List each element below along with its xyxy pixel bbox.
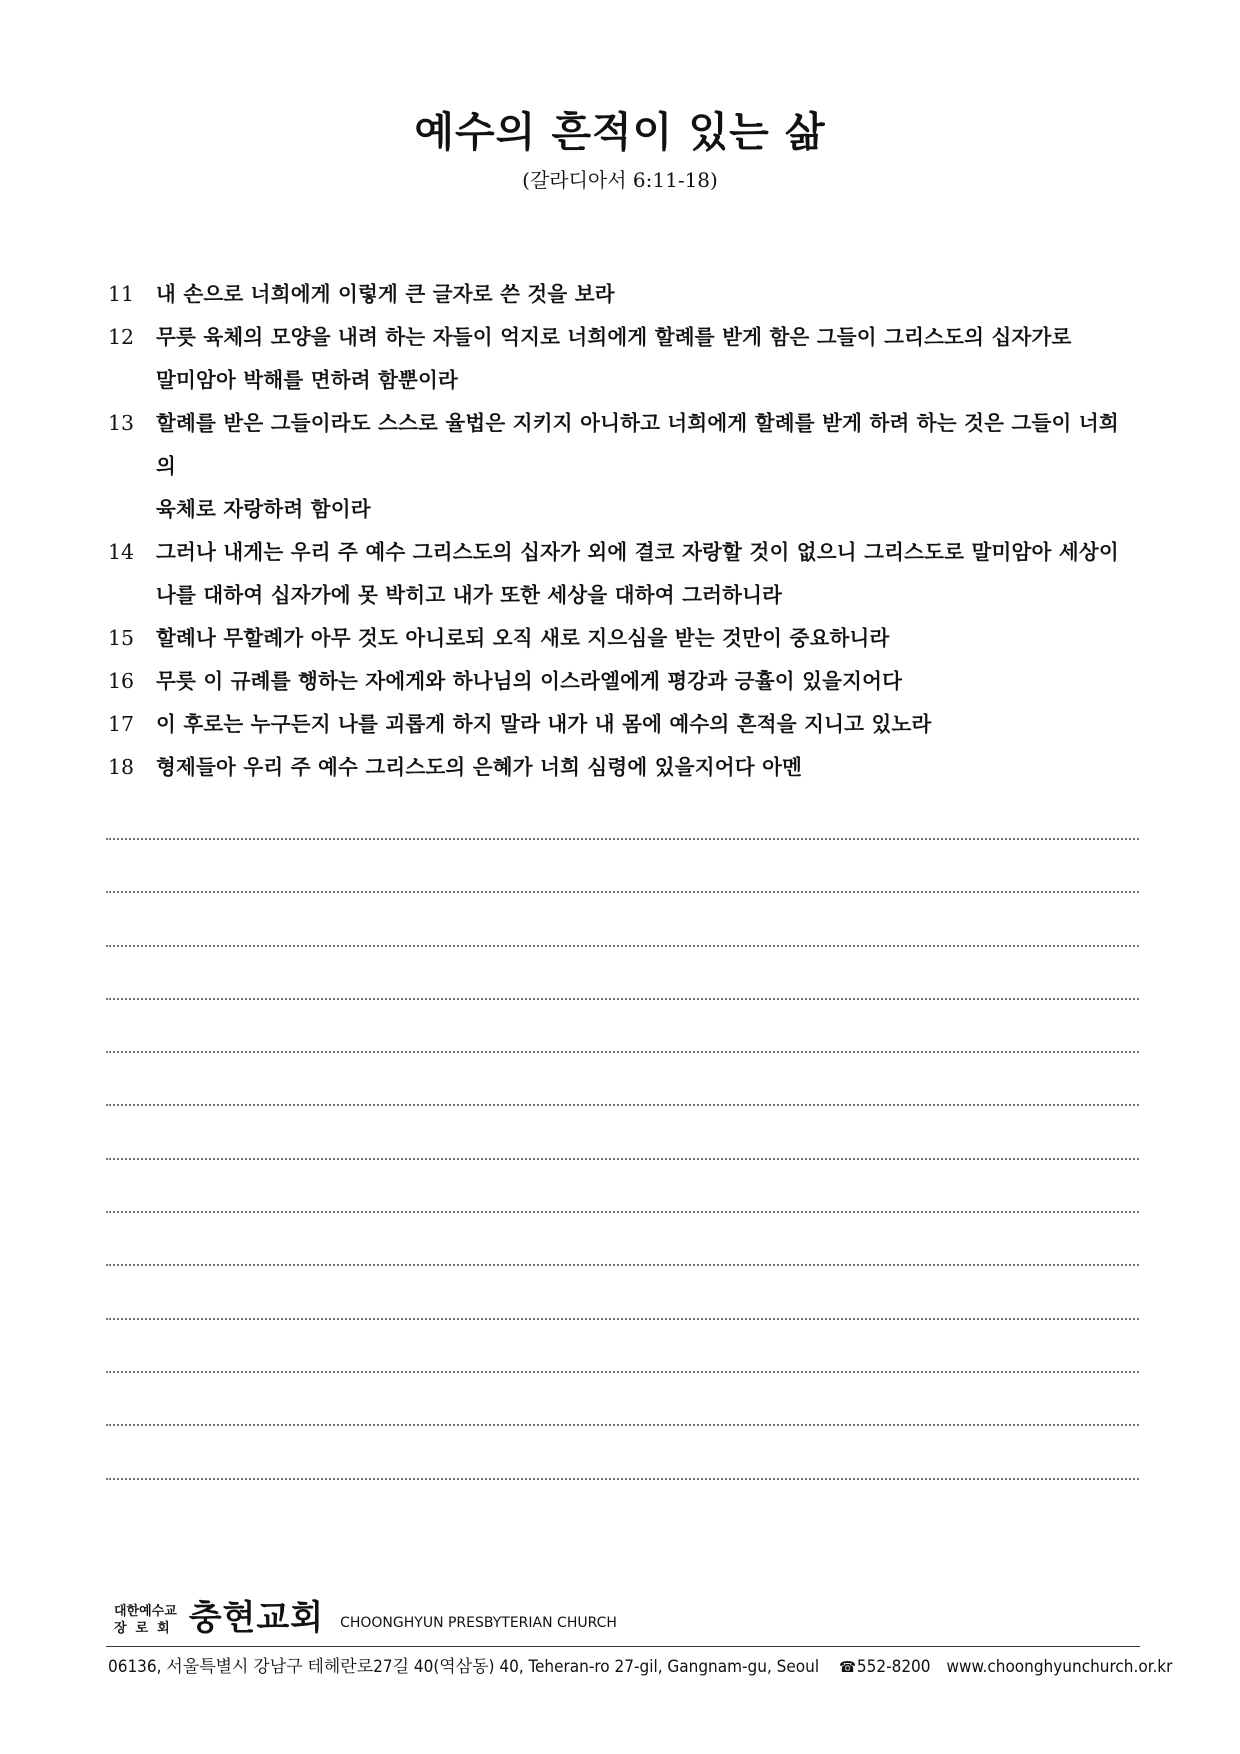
verse-number: 12 — [108, 325, 135, 349]
scripture-reference: (갈라디아서 6:11-18) — [522, 168, 718, 192]
verse-line-continuation — [108, 359, 1138, 402]
verse-text: 이 후로는 누구든지 나를 괴롭게 하지 말라 내가 내 몸에 예수의 흔적을 지니고 있노라 — [156, 712, 932, 736]
church-address: 06136, 서울특별시 강남구 테헤란로27길 40(역삼동) 40, Teheran-ro 27-gil, Gangnam-gu, Seoul — [108, 1657, 820, 1677]
verse-line — [108, 617, 1138, 660]
verse-number: 15 — [108, 626, 135, 650]
phone-block — [839, 1654, 930, 1680]
verse-number: 17 — [108, 712, 135, 736]
verse-line — [108, 703, 1138, 746]
verse-text: 무릇 육체의 모양을 내려 하는 자들이 억지로 너희에게 할례를 받게 함은 그들이 그리스도의 십자가로 — [156, 325, 1072, 349]
phone-number: 552-8200 — [856, 1657, 931, 1677]
note-line — [106, 838, 1139, 840]
church-name-english: CHOONGHYUN PRESBYTERIAN CHURCH — [340, 1615, 617, 1631]
verse-text: 말미암아 박해를 면하려 함뿐이라 — [156, 368, 459, 392]
note-line — [106, 1104, 1139, 1106]
verse-text: 나를 대하여 십자가에 못 박히고 내가 또한 세상을 대하여 그러하니라 — [156, 583, 783, 607]
note-line — [106, 891, 1139, 893]
verse-number — [108, 359, 156, 402]
verse-text: 육체로 자랑하려 함이라 — [156, 497, 371, 521]
church-logo: 충현교회 — [188, 1598, 325, 1638]
verse-number: 14 — [108, 540, 135, 564]
verse-text: 무릇 이 규례를 행하는 자에게와 하나님의 이스라엘에게 평강과 긍휼이 있을지어다 — [156, 669, 903, 693]
verse-line — [108, 316, 1138, 359]
footer-divider — [106, 1646, 1140, 1647]
verse-number — [108, 574, 156, 617]
verse-line — [108, 273, 1138, 316]
note-line — [106, 1371, 1139, 1373]
verse-number: 13 — [108, 411, 135, 435]
note-line — [106, 1051, 1139, 1053]
verse-number — [108, 488, 156, 531]
verse-line — [108, 531, 1138, 574]
verse-line-continuation — [108, 488, 1138, 531]
verse-text: 그러나 내게는 우리 주 예수 그리스도의 십자가 외에 결코 자랑할 것이 없으니 그리스도로 말미암아 세상이 — [156, 540, 1119, 564]
document-title: 예수의 흔적이 있는 삶 — [414, 108, 826, 156]
note-line — [106, 1478, 1139, 1480]
verse-number: 11 — [108, 282, 135, 306]
verse-line — [108, 746, 1138, 789]
church-logo-block — [114, 1594, 617, 1640]
note-lines-area — [106, 838, 1139, 1531]
church-website-link[interactable]: www.choonghyunchurch.or.kr — [946, 1657, 1173, 1677]
verse-line-continuation — [108, 574, 1138, 617]
verse-text: 형제들아 우리 주 예수 그리스도의 은혜가 너희 심령에 있을지어다 아멘 — [156, 755, 803, 779]
verse-number: 16 — [108, 669, 135, 693]
note-line — [106, 1158, 1139, 1160]
note-line — [106, 1264, 1139, 1266]
verse-line — [108, 660, 1138, 703]
note-line — [106, 1424, 1139, 1426]
verse-list — [108, 273, 1138, 789]
denomination-label — [114, 1603, 179, 1637]
telephone-icon: ☎ — [839, 1658, 856, 1676]
note-line — [106, 1211, 1139, 1213]
verse-text: 할례를 받은 그들이라도 스스로 율법은 지키지 아니하고 너희에게 할례를 받게 하려 하는 것은 그들이 너희의 — [156, 411, 1119, 478]
note-line — [106, 945, 1139, 947]
verse-line — [108, 402, 1138, 488]
verse-number: 18 — [108, 755, 135, 779]
verse-text: 내 손으로 너희에게 이렇게 큰 글자로 쓴 것을 보라 — [156, 282, 615, 306]
note-line — [106, 998, 1139, 1000]
denomination-bottom: 장로회 — [114, 1621, 179, 1636]
denomination-top: 대한예수교 — [114, 1604, 177, 1619]
verse-text: 할례나 무할례가 아무 것도 아니로되 오직 새로 지으심을 받는 것만이 중요하니라 — [156, 626, 890, 650]
footer-contact — [108, 1654, 1173, 1680]
note-line — [106, 1318, 1139, 1320]
